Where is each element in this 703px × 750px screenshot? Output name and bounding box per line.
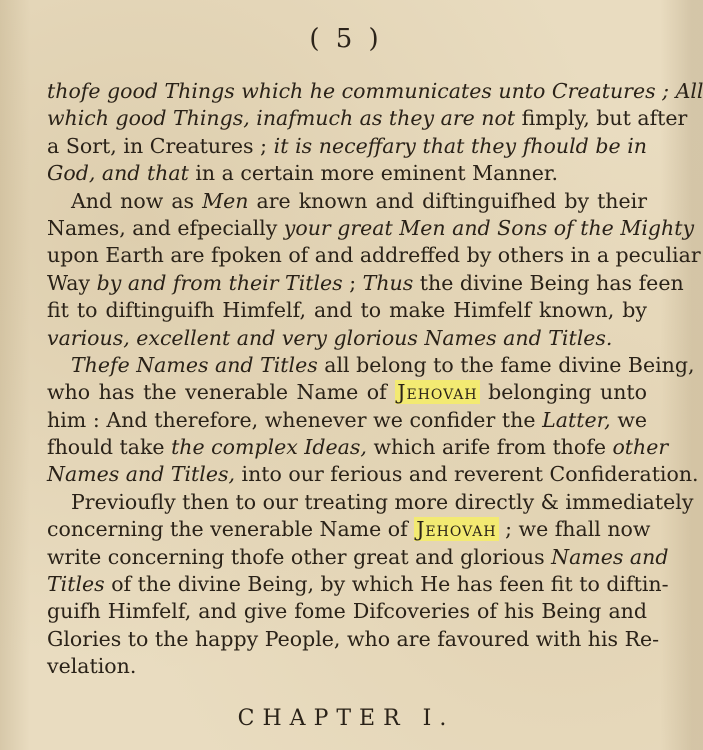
text-segment: write concerning thofe other great and glorious — [47, 544, 552, 569]
highlighted-name: Jehovah — [397, 380, 478, 405]
text-segment: him : And therefore, whenever we confider the — [47, 407, 543, 432]
text-line — [47, 242, 701, 269]
text-segment: guifh Himfelf, and give fome Difcoveries of his Being and — [47, 599, 647, 624]
text-line — [47, 78, 703, 105]
text-line — [47, 544, 669, 571]
text-line — [47, 297, 647, 324]
text-line — [47, 133, 647, 160]
italic-text: thofe good Things which he communicates unto Creatures ; All — [47, 79, 703, 103]
text-segment: all belong to the fame divine Being, — [317, 352, 695, 377]
text-line — [47, 653, 647, 680]
text-line — [47, 598, 647, 625]
text-segment: Names, and efpecially — [47, 215, 284, 240]
text-segment: of the divine Being, by which He has feen fit to diftin- — [104, 572, 669, 597]
text-line — [47, 461, 699, 488]
text-line — [47, 516, 651, 543]
italic-text: other — [612, 435, 669, 460]
text-line — [47, 379, 647, 406]
text-segment: And now as — [71, 188, 203, 213]
text-segment: velation. — [47, 654, 137, 679]
text-segment: a Sort, in Creatures ; — [47, 133, 274, 158]
highlighted-name: Jehovah — [416, 517, 497, 542]
text-line — [47, 434, 669, 461]
italic-text: your great Men and Sons of the Mighty — [283, 215, 695, 240]
text-segment: the divine Being has feen — [413, 270, 684, 295]
italic-text: Titles — [47, 572, 105, 597]
text-segment: ; we fhall now — [498, 517, 651, 542]
chapter-heading: CHAPTER I. — [237, 706, 455, 731]
italic-text: the complex Ideas, — [171, 435, 367, 460]
italic-text: Names and Titles, — [47, 462, 236, 487]
text-segment: fimply, but after — [515, 106, 688, 131]
text-segment: into our ferious and reverent Confideration. — [235, 462, 699, 487]
text-segment: fit to diftinguifh Himfelf, and to make Himfelf known, by — [47, 298, 647, 323]
text-line — [47, 160, 647, 187]
text-segment: belonging unto — [479, 380, 647, 405]
text-segment: which arife from thofe — [366, 435, 613, 460]
body-text — [47, 78, 703, 681]
italic-text: it is neceffary that they fhould be in — [273, 133, 648, 158]
text-line — [47, 571, 669, 598]
text-segment: concerning the venerable Name of — [47, 517, 415, 542]
page-number: ( 5 ) — [309, 24, 383, 54]
italic-text: Names and — [551, 544, 669, 569]
text-line — [47, 105, 688, 132]
italic-text: various, excellent and very glorious Names and Titles. — [47, 325, 613, 350]
text-segment: upon Earth are fpoken of and addreffed by others in a peculiar — [47, 243, 701, 268]
text-segment: ; — [342, 270, 363, 295]
italic-text: God, and that — [47, 161, 189, 186]
text-line — [47, 270, 684, 297]
italic-text: Thus — [362, 270, 414, 295]
text-line — [47, 352, 695, 379]
italic-text: by and from their Titles — [96, 270, 343, 295]
italic-text: which good Things, inafmuch as they are not — [47, 106, 516, 131]
italic-text: Thefe Names and Titles — [71, 352, 318, 377]
text-segment: we — [610, 407, 647, 432]
text-segment: who has the venerable Name of — [47, 380, 396, 405]
text-line — [47, 407, 647, 434]
italic-text: Latter, — [542, 407, 611, 432]
text-segment: Way — [47, 270, 97, 295]
text-segment: Glories to the happy People, who are favoured with his Re- — [47, 626, 660, 651]
text-line — [47, 188, 647, 215]
text-segment: fhould take — [47, 435, 172, 460]
text-segment: Previoufly then to our treating more directly & immediately — [71, 489, 694, 514]
text-segment: are known and diftinguifhed by their — [248, 188, 648, 213]
text-line — [47, 489, 694, 516]
text-segment: in a certain more eminent Manner. — [188, 161, 558, 186]
text-line — [47, 325, 647, 352]
italic-text: Men — [202, 188, 249, 213]
text-line — [47, 215, 695, 242]
text-line — [47, 626, 660, 653]
